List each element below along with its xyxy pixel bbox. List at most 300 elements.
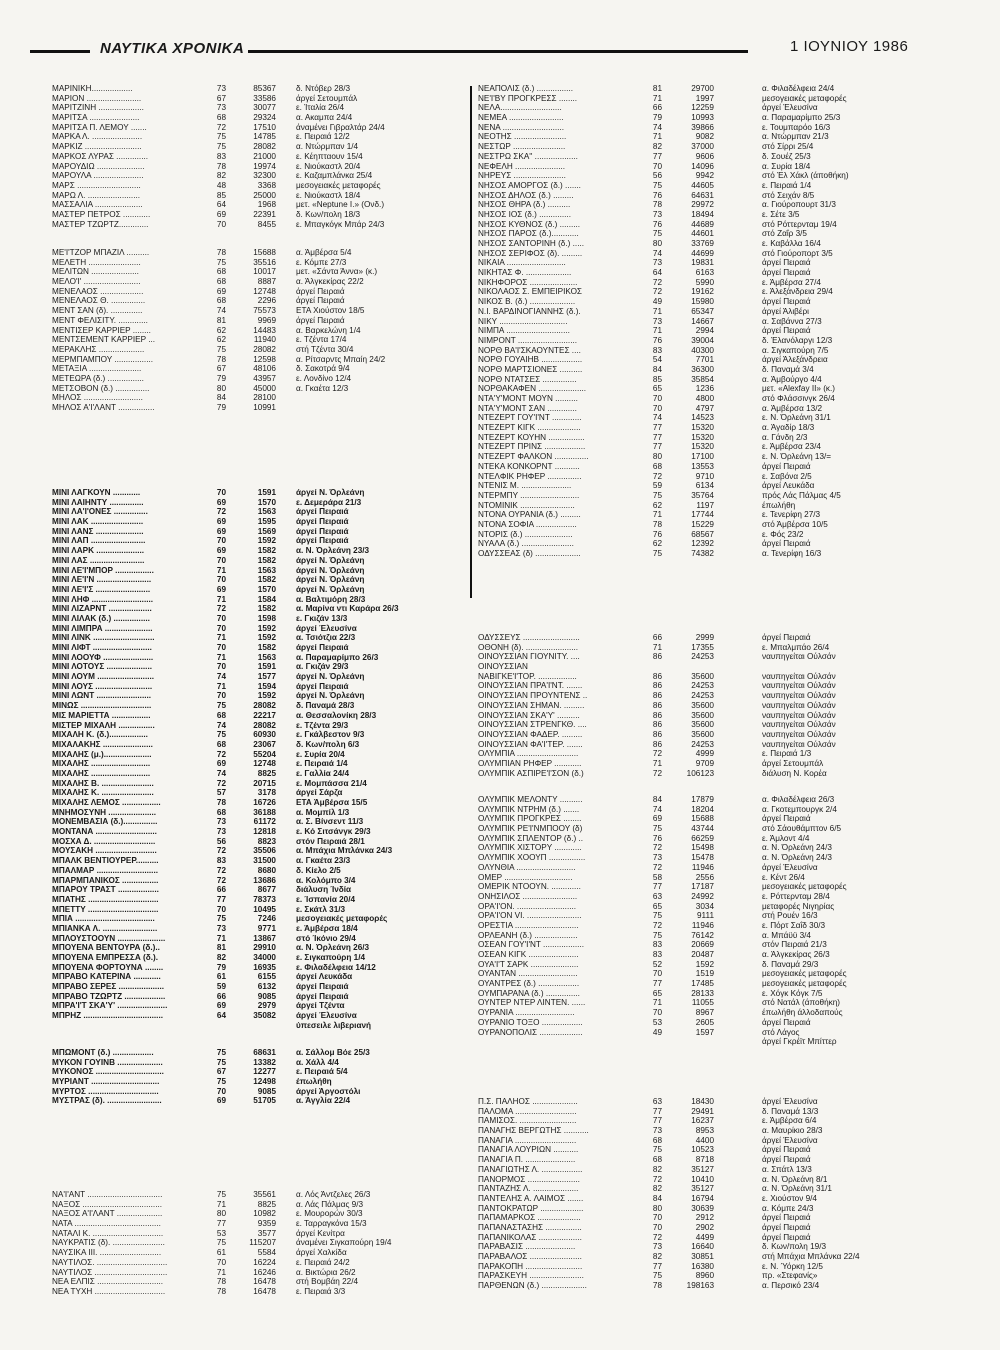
ship-status: ύπεσειλε λιβεριανή [296, 1020, 372, 1030]
build-year: 70 [216, 613, 226, 623]
build-year: 72 [652, 287, 662, 297]
build-year: 68 [652, 461, 662, 471]
ship-status: ε. Σέτε 3/5 [762, 209, 800, 219]
ship-row [478, 652, 948, 662]
ship-row [52, 943, 522, 953]
ship-row [52, 1077, 522, 1087]
ship-row [52, 132, 522, 142]
ship-row [478, 191, 948, 201]
spacer [276, 393, 296, 403]
build-year: 73 [652, 853, 662, 863]
build-year: 57 [216, 788, 226, 798]
ship-name: ΜΑΡΙΤΣΑ ...................... [52, 113, 140, 123]
spacer [714, 730, 762, 740]
tonnage: 60930 [253, 730, 276, 740]
tonnage: 8960 [695, 1271, 714, 1281]
ship-status: άργεί Πειραιά [762, 1017, 811, 1027]
ship-name: ΜΠΕΤΤΥ ............................... [52, 904, 159, 914]
ship-row [478, 462, 948, 472]
build-year: 75 [216, 1048, 226, 1057]
ship-name: ΝΗΣΟΣ ΠΑΡΟΣ (δ.)............ [478, 229, 579, 239]
ship-name: ΠΑΠΑΜΑΡΚΟΣ ................... [478, 1213, 581, 1223]
spacer [714, 123, 762, 133]
ship-status: ΕΤΑ Χιούστον 18/5 [296, 306, 365, 316]
build-year: 79 [216, 373, 226, 383]
tonnage: 10017 [253, 267, 276, 277]
ship-name: ΝΑΥΤΙΛΟΣ. ............................... [52, 1257, 168, 1267]
ship-name: ΜΑΡΙΝΙΚΗ.................. [52, 84, 133, 93]
ship-row [478, 394, 948, 404]
ship-status: άργεί Σετουμπάλ [762, 758, 824, 768]
tonnage: 1582 [257, 575, 276, 585]
spacer [714, 940, 762, 950]
ship-name: ΜΙΝΙ ΛΙΖΑΡΝΤ ................... [52, 604, 152, 614]
tonnage: 35506 [253, 846, 276, 856]
spacer [714, 103, 762, 113]
build-year: 69 [652, 814, 662, 824]
build-year: 71 [652, 326, 662, 336]
build-year: 66 [216, 991, 226, 1001]
build-year: 73 [652, 1126, 662, 1136]
ship-status: α. Σπάτλ 13/3 [762, 1164, 812, 1174]
tonnage: 16935 [253, 962, 276, 972]
tonnage: 5584 [257, 1248, 276, 1258]
ship-row [478, 491, 948, 501]
tonnage: 17510 [253, 122, 276, 132]
build-year: 82 [216, 953, 226, 962]
ship-row [478, 84, 948, 94]
build-year: 69 [216, 526, 226, 536]
ship-row [478, 152, 948, 162]
spacer [276, 355, 296, 365]
ship-status: μεσογειακές μεταφορές [762, 979, 847, 989]
ship-name: ΜΙΝΙ ΛΙΜΠΡΑ ..................... [52, 623, 153, 633]
ship-status: μετ. «Alexfay II» (κ.) [762, 384, 836, 394]
build-year: 59 [216, 982, 226, 992]
ship-name [478, 1037, 630, 1047]
spacer [276, 1058, 296, 1068]
spacer [714, 1008, 762, 1018]
ship-name: ΟΥΡΑΝΙΟ ΤΟΞΟ .................. [478, 1017, 583, 1027]
build-year: 84 [652, 1193, 662, 1203]
build-year: 77 [652, 151, 662, 161]
ship-name: ΜΑΡΙΤΣΑ Π. ΛΕΜΟΥ ....... [52, 122, 147, 132]
ship-row [478, 113, 948, 123]
ship-name: ΜΙΝΙ ΛΟΤΟΥΣ .................... [52, 662, 152, 672]
spacer [714, 931, 762, 941]
ship-status: ε. Πειραιά 1/4 [762, 180, 812, 190]
tonnage: 9085 [257, 1086, 276, 1096]
ship-row [478, 749, 948, 759]
spacer [714, 1194, 762, 1204]
tonnage: 35127 [691, 1184, 714, 1194]
ship-status: άργεί Λευκάδα [296, 972, 353, 982]
ship-status: ε. Άμβέρσα 27/4 [762, 277, 821, 287]
ship-row [52, 220, 522, 230]
build-year: 75 [216, 257, 226, 267]
tonnage: 15320 [691, 423, 714, 433]
tonnage: 32300 [253, 171, 276, 181]
spacer [276, 1229, 296, 1239]
ship-row [52, 191, 522, 201]
ship-name: ΜΠΙΑΝΚΑ Λ. ........................ [52, 923, 158, 933]
spacer [276, 267, 296, 277]
spacer [276, 1209, 296, 1219]
ship-row [478, 1271, 948, 1281]
spacer [714, 510, 762, 520]
tonnage: 1595 [257, 517, 276, 527]
ship-status: ΕΤΑ Άμβέρσα 15/5 [296, 798, 368, 807]
build-year: 77 [652, 882, 662, 892]
build-year: 83 [216, 151, 226, 161]
ship-name: ΟΛΥΜΠΙΚ ΝΤΡΗΜ (δ.) ....... [478, 804, 580, 814]
tonnage: 11055 [691, 998, 714, 1008]
ship-status: άργεί Πειραιά [762, 268, 811, 278]
ship-status: α. Βαλτιμόρη 28/3 [296, 594, 366, 604]
spacer [276, 1077, 296, 1087]
ship-row [478, 662, 948, 672]
tonnage: 3178 [257, 788, 276, 798]
spacer [714, 1126, 762, 1136]
ship-row [478, 481, 948, 491]
build-year: 72 [652, 862, 662, 872]
build-year: 76 [652, 529, 662, 539]
build-year: 81 [216, 315, 226, 325]
ship-name: ΠΑΡΘΕΝΩΝ (δ.) .................... [478, 1281, 587, 1291]
ship-name: ΝΙΜΠΑ ............................ [478, 326, 570, 336]
build-year: 75 [216, 701, 226, 711]
spacer [276, 374, 296, 384]
spacer [276, 846, 296, 856]
spacer [276, 895, 296, 905]
ship-row [478, 1252, 948, 1262]
ship-row [478, 720, 948, 730]
spacer [276, 1238, 296, 1248]
ship-name: ΠΑΝΤΟΚΡΑΤΩΡ ................... [478, 1203, 584, 1213]
spacer [276, 498, 296, 508]
spacer [714, 84, 762, 94]
ship-name: ΜΙΝΙ ΛΟΟΥΦ ...................... [52, 652, 154, 662]
ship-name: ΜΠΩΜΟΝΤ (δ.) .................. [52, 1048, 154, 1057]
spacer [276, 210, 296, 220]
build-year: 75 [652, 490, 662, 500]
ship-status: μεσογειακές μεταφορές [762, 882, 847, 892]
tonnage: 29491 [691, 1106, 714, 1116]
ship-row [478, 539, 948, 549]
ship-name: ΝΑΞΟΣ Α'Ι'ΛΑΝΤ .................... [52, 1209, 163, 1219]
build-year: 54 [652, 355, 662, 365]
spacer [276, 614, 296, 624]
tonnage: 6132 [257, 982, 276, 992]
ship-name: ΟΛΥΜΠΙΚ ΜΕΛΟΝΤΥ .......... [478, 795, 583, 804]
ship-row [478, 404, 948, 414]
build-year: 71 [652, 93, 662, 103]
ship-row [478, 701, 948, 711]
ship-row [478, 1116, 948, 1126]
spacer [276, 779, 296, 789]
spacer [714, 191, 762, 201]
build-year: 72 [216, 865, 226, 875]
ship-list-block [478, 633, 948, 778]
ship-name: ΝΤΕΖΕΡΤ ΦΑΛΚΟΝ ............... [478, 452, 589, 462]
tonnage: 1592 [257, 633, 276, 643]
ship-row [478, 921, 948, 931]
ship-name: ΟΙΝΟΥΣΣΙΑΝ ΠΡΑ'Ι'ΝΤ. ....... [478, 681, 583, 691]
ship-name: ΟΛΥΜΠΙΑΝ ΡΗΦΕΡ ............ [478, 758, 582, 768]
spacer [276, 1287, 296, 1297]
ship-status [296, 403, 496, 413]
ship-row [478, 171, 948, 181]
ship-name: ΟΙΝΟΥΣΣΙΑΝ ΓΙΟΥΝΙΤΥ. .... [478, 652, 580, 662]
ship-status: ε. Νιούκαστλ 18/4 [296, 190, 361, 200]
ship-status: άργεί Πειραιά [296, 315, 345, 325]
ship-row [52, 306, 522, 316]
ship-name: ΜΠΡΑΒΟ ΤΖΩΡΤΖ .................. [52, 991, 166, 1001]
build-year: 86 [652, 681, 662, 691]
ship-status: ναυπηγείται Ούλσάν [762, 739, 836, 749]
ship-name: ΜΑΣΣΑΛΙΑ ..................... [52, 200, 143, 210]
ship-name: ΜΙΧΑΛΗΣ Β. ....................... [52, 778, 154, 788]
ship-name: ΜΙΝΩΣ ............................... [52, 701, 152, 711]
tonnage: 65347 [691, 306, 714, 316]
build-year: 72 [652, 1232, 662, 1242]
ship-status: ε. Μουρορών 30/3 [296, 1209, 363, 1219]
ship-status: ε. Πειραιά 1/3 [762, 749, 812, 759]
tonnage: 48106 [253, 364, 276, 374]
build-year: 77 [652, 442, 662, 452]
tonnage: 55204 [253, 749, 276, 759]
build-year: 86 [652, 720, 662, 730]
ship-status: άργεί Πειραιά [762, 258, 811, 268]
ship-status: α. Ν. Όρλεάνη 8/1 [762, 1174, 828, 1184]
spacer [714, 720, 762, 730]
build-year: 79 [216, 403, 226, 412]
ship-status: α. Άγγλία 22/4 [296, 1096, 351, 1106]
ship-row [478, 375, 948, 385]
ship-name: ΝΗΣΟΣ ΣΑΝΤΟΡΙΝΗ (δ.) ..... [478, 239, 585, 248]
ship-name: ΜΠΑΡΟΥ ΤΡΑΣΤ .................. [52, 885, 159, 895]
ship-row [478, 239, 948, 249]
build-year: 68 [216, 807, 226, 817]
tonnage: 20487 [691, 950, 714, 959]
ship-row [52, 200, 522, 210]
build-year: 72 [216, 604, 226, 614]
ship-row [52, 827, 522, 837]
ship-status: ε. Πειραιά 5/4 [296, 1067, 348, 1077]
spacer [276, 905, 296, 915]
ship-status: ε. Συρία 20/4 [296, 749, 345, 759]
ship-status: άργεί Πειραιά [296, 526, 349, 536]
spacer [714, 336, 762, 346]
ship-row [52, 982, 522, 992]
ship-name: ΝΤΑ'Υ'ΜΟΝΤ ΣΑΝ ............. [478, 403, 577, 413]
ship-status: ναυπηγείται Ούλσάν [762, 729, 836, 739]
spacer [714, 413, 762, 423]
ship-status: στό Σειχάν 8/5 [762, 190, 815, 200]
build-year: 59 [652, 481, 662, 491]
build-year: 56 [216, 836, 226, 846]
build-year: 69 [216, 1096, 226, 1106]
spacer [714, 491, 762, 501]
build-year: 71 [216, 652, 226, 662]
ship-name: ΜΙΧΑΛΑΚΗΣ ...................... [52, 739, 153, 749]
build-year: 82 [652, 1184, 662, 1194]
ship-name: ΜΕΛΙΤΩΝ ..................... [52, 267, 139, 277]
spacer [714, 152, 762, 162]
tonnage: 14096 [691, 161, 714, 171]
ship-status: α. Σ. Βίνσεντ 11/3 [296, 817, 364, 827]
build-year: 85 [216, 190, 226, 200]
ship-name: ΜΠΑΤΗΣ ............................... [52, 894, 159, 904]
ship-status: α. Άμβούργο 4/4 [762, 374, 822, 384]
ship-list-block [52, 248, 522, 413]
build-year: 74 [216, 672, 226, 682]
spacer [714, 501, 762, 511]
spacer [276, 536, 296, 546]
spacer [714, 132, 762, 142]
ship-name: ΠΑΝΑΓΙΑ ΛΟΥΡΙΩΝ ........... [478, 1145, 579, 1155]
tonnage: 9082 [695, 132, 714, 142]
tonnage: 4499 [695, 1232, 714, 1242]
ship-status: στό Σάουθάμπτον 6/5 [762, 824, 842, 834]
tonnage: 10523 [691, 1145, 714, 1155]
tonnage: 14523 [691, 413, 714, 423]
ship-row [52, 914, 522, 924]
build-year: 70 [216, 536, 226, 546]
ship-status: ε. Κό Σιτσάνγκ 29/3 [296, 827, 371, 837]
tonnage: 8680 [257, 865, 276, 875]
ship-status: άργεί Πειραιά [762, 1213, 811, 1223]
ship-name: ΝΤΕΖΕΡΤ ΚΙΓΚ ................... [478, 423, 581, 433]
build-year: 75 [652, 549, 662, 558]
tonnage: 64631 [691, 190, 714, 200]
build-year: 72 [216, 778, 226, 788]
ship-status: α. Σιγκαπούρη 7/5 [762, 345, 829, 355]
ship-row [478, 795, 948, 805]
tonnage: 13686 [253, 875, 276, 885]
spacer [276, 963, 296, 973]
spacer [276, 585, 296, 595]
build-year: 75 [652, 1145, 662, 1155]
ship-name: ΝΤΕΖΕΡΤ ΠΡΙΝΣ .................. [478, 442, 586, 452]
ship-status: ε. Μπαγκόγκ Μπάρ 24/3 [296, 219, 385, 229]
build-year: 74 [652, 413, 662, 423]
tonnage: 9359 [257, 1219, 276, 1229]
ship-row [478, 824, 948, 834]
build-year: 76 [652, 335, 662, 345]
ship-name: ΜΟΣΧΑ Δ. ........................... [52, 836, 156, 846]
ship-status: α. Τσιότζια 22/3 [296, 633, 356, 643]
spacer [276, 643, 296, 653]
ship-name: ΜΙΝΙ ΛΕ'Ι'ΜΠΟΡ ................. [52, 565, 154, 575]
ship-row [478, 142, 948, 152]
ship-row [478, 969, 948, 979]
ship-name: ΜΑΡΚΙΖ ......................... [52, 142, 142, 152]
spacer [714, 520, 762, 530]
spacer [276, 982, 296, 992]
build-year: 84 [652, 364, 662, 374]
ship-status: άργεί Πειραιά [762, 633, 811, 642]
tonnage: 76142 [691, 930, 714, 940]
ship-name: ΟΥΝΤΕΡ ΝΤΕΡ ΛΙΝΤΕΝ. ...... [478, 998, 586, 1008]
tonnage: 1570 [257, 497, 276, 507]
spacer [276, 306, 296, 316]
ship-status: ε. Γκάλβεστον 9/3 [296, 730, 365, 740]
ship-status: δ. Κίελο 2/5 [296, 865, 341, 875]
tonnage: 1584 [257, 594, 276, 604]
spacer [714, 452, 762, 462]
tonnage: 35516 [253, 257, 276, 267]
ship-name: ΝΟΡΘΑΚΑΦΕΝ ..................... [478, 384, 587, 394]
tonnage: 2999 [695, 633, 714, 642]
ship-status: α. Γάνδη 2/3 [762, 432, 808, 442]
ship-row [52, 1021, 522, 1031]
ship-name: ΜΑΡΣ ............................ [52, 180, 141, 190]
build-year: 74 [216, 306, 226, 316]
build-year: 73 [216, 817, 226, 827]
ship-row [52, 711, 522, 721]
ship-row [52, 355, 522, 365]
ship-status: άργεί Ν. Όρλεάνη [296, 565, 365, 575]
tonnage: 44689 [691, 219, 714, 229]
spacer [276, 827, 296, 837]
spacer [714, 921, 762, 931]
spacer [714, 740, 762, 750]
ship-name: ΠΑΡΑΒΑΛΟΣ ....................... [478, 1252, 582, 1261]
build-year: 74 [652, 248, 662, 258]
spacer [276, 575, 296, 585]
build-year: 75 [216, 344, 226, 354]
spacer [276, 142, 296, 152]
ship-status: δ. Σουέζ 25/3 [762, 151, 811, 161]
tonnage: 3034 [695, 901, 714, 911]
ship-row [52, 316, 522, 326]
ship-status: α. Παραμαρίμπο 26/3 [296, 652, 379, 662]
ship-row [478, 229, 948, 239]
spacer [276, 132, 296, 142]
ship-name: ΝΕΝΑ ........................... [478, 122, 564, 132]
ship-name: ΝΕΟΤΗΣ ....................... [478, 132, 567, 142]
ship-status: α. Χάλλ 4/4 [296, 1057, 339, 1067]
spacer [276, 1268, 296, 1278]
build-year: 66 [216, 885, 226, 895]
ship-status: άργεί Πειραιά [296, 286, 345, 296]
ship-name: ΝΗΡΕΥΣ ....................... [478, 171, 566, 181]
build-year: 80 [652, 1203, 662, 1213]
ship-row [52, 103, 522, 113]
ship-status: άργεί Ν. Όρλεάνη [296, 575, 365, 585]
ship-name: ΟΛΥΜΠΙΚ ΧΟΟΥΠ ................ [478, 853, 586, 863]
tonnage: 35854 [691, 374, 714, 384]
ship-row [52, 1067, 522, 1077]
spacer [714, 162, 762, 172]
spacer [714, 1028, 762, 1038]
ship-status: στό Ζαΐρ 3/5 [762, 229, 807, 239]
spacer [714, 873, 762, 883]
ship-name: ΜΠΛΟΥΣΤΟΟΥΝ ..................... [52, 933, 166, 943]
ship-row [52, 817, 522, 827]
ship-row [52, 721, 522, 731]
spacer [714, 824, 762, 834]
build-year: 70 [652, 1213, 662, 1223]
ship-row [52, 326, 522, 336]
ship-row [478, 873, 948, 883]
spacer [714, 375, 762, 385]
ship-row [52, 1258, 522, 1268]
ship-status: άργεί Σάρζα [296, 788, 343, 798]
build-year: 63 [652, 1097, 662, 1106]
tonnage: 7701 [695, 355, 714, 365]
